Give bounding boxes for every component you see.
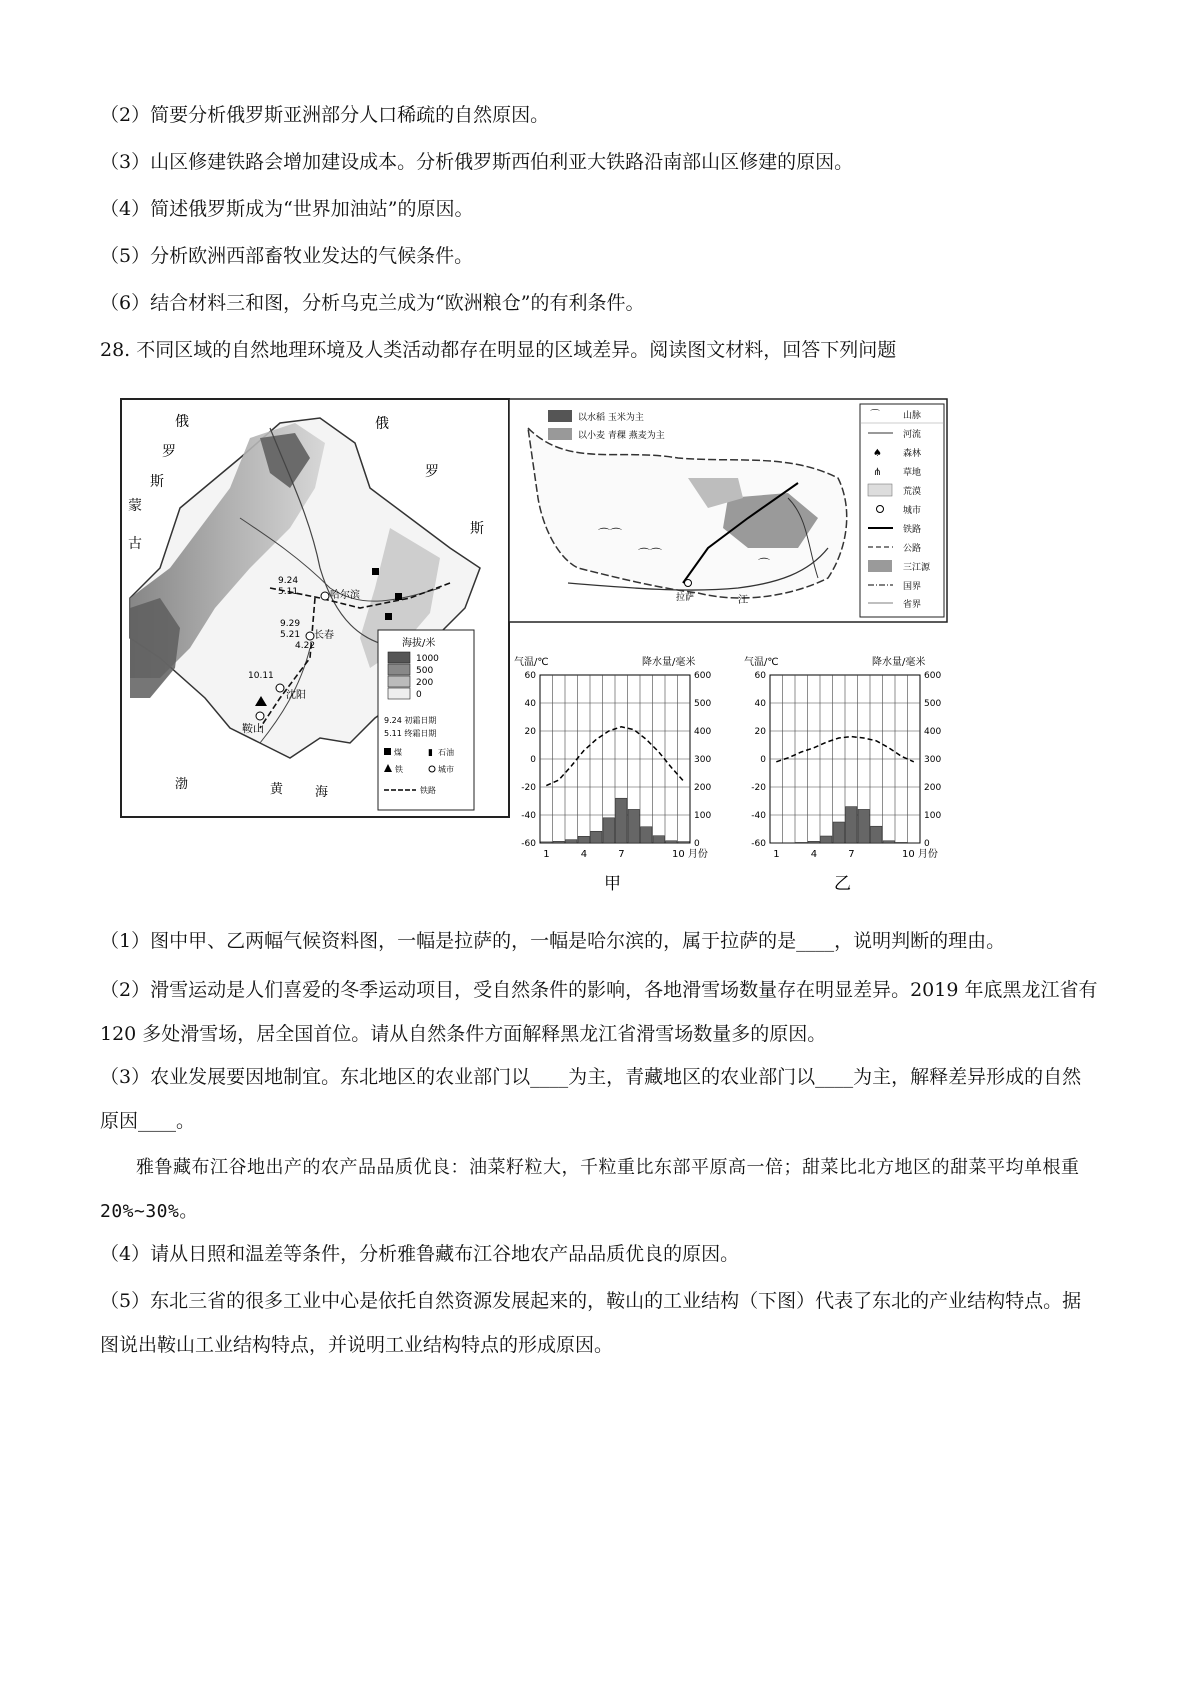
question-item: （5）分析欧洲西部畜牧业发达的气候条件。 [100,245,474,267]
y-right-tick: 400 [694,727,712,737]
precip-bar [653,836,665,843]
precip-bar [808,841,820,843]
country-label: 斯 [470,521,484,537]
legend-item: 三江源 [903,563,931,573]
x-label: 10 月份 [672,849,708,860]
city-label: 哈尔滨 [330,590,360,601]
legend-item: 煤 [394,748,402,757]
northeast-map [120,398,510,818]
y-right-tick: 200 [924,783,942,793]
y-right-tick: 200 [694,783,712,793]
city-label: 长春 [314,630,334,641]
country-label: 蒙 [128,498,142,514]
y-right-label: 降水量/毫米 [642,657,696,668]
sub-question-3: （3）农业发展要因地制宜。东北地区的农业部门以____为主，青藏地区的农业部门以____为主，解释差异形成的自然原因____。 [100,1066,1082,1132]
question-item: （2）简要分析俄罗斯亚洲部分人口稀疏的自然原因。 [100,104,550,126]
legend-item: 以小麦 青稞 燕麦为主 [578,431,665,441]
svg-text:▮: ▮ [428,748,433,758]
legend-item: 石油 [438,748,454,757]
legend-item: 城市 [903,506,922,516]
question-item: （4）简述俄罗斯成为“世界加油站”的原因。 [100,198,474,220]
svg-text:♠: ♠ [873,448,882,459]
y-left-tick: 20 [524,727,536,737]
svg-text:⌒⌒: ⌒⌒ [598,527,623,541]
chart-caption: 甲 [604,874,621,894]
question-item: （3）山区修建铁路会增加建设成本。分析俄罗斯西伯利亚大铁路沿南部山区修建的原因。 [100,151,854,173]
tibet-map [508,398,948,623]
precip-bar [858,809,870,843]
climate-label: 9.24 [278,576,299,586]
y-left-tick: 0 [530,755,536,765]
city-label: 拉萨 [676,593,695,603]
svg-text:⌒⌒: ⌒⌒ [638,547,663,561]
river-label: 江 [738,595,748,606]
climate-chart-yi [742,645,957,895]
y-left-tick: -20 [521,783,536,793]
legend-item: 铁路 [420,786,436,795]
y-right-tick: 300 [694,755,712,765]
legend-item: 城市 [438,765,454,774]
legend-level: 200 [416,678,434,688]
country-label: 斯 [150,474,164,490]
x-tick: 7 [618,849,625,860]
precip-bar [641,827,653,843]
y-right-tick: 300 [924,755,942,765]
y-left-tick: 40 [754,699,766,709]
precip-bar [871,826,883,843]
country-label: 罗 [425,464,439,480]
precip-bar [833,822,845,843]
legend-item: 5.11 终霜日期 [384,729,437,738]
legend-item: 河流 [903,430,922,440]
legend-item: 省界 [903,600,922,610]
y-left-tick: -60 [521,839,536,849]
legend-item: 森林 [903,449,922,459]
precip-bar [846,807,858,843]
legend-title: 海拔/米 [402,638,436,649]
precip-bar [883,841,895,843]
x-tick: 4 [580,849,588,860]
sub-question-4: （4）请从日照和温差等条件，分析雅鲁藏布江谷地农产品品质优良的原因。 [100,1243,740,1265]
legend-level: 500 [416,666,434,676]
precip-bar [616,798,628,843]
sea-label: 黄 [270,782,284,797]
climate-label: 5.21 [280,630,301,640]
x-tick: 1 [773,849,780,860]
sea-label: 渤 [175,777,189,792]
legend-level: 0 [416,690,422,700]
city-label: 沈阳 [286,690,306,701]
precip-bar [896,842,908,843]
y-left-tick: 20 [754,727,766,737]
country-label: 俄 [375,416,389,432]
legend-item: 草地 [903,468,922,478]
precip-bar [566,840,578,843]
y-left-tick: -40 [751,811,766,821]
sub-question-2: （2）滑雪运动是人们喜爱的冬季运动项目，受自然条件的影响，各地滑雪场数量存在明显差异。2019 年底黑龙江省有 120 多处滑雪场，居全国首位。请从自然条件方面解释黑龙江省滑雪场数量多的原因。 [100,979,1098,1045]
y-right-tick: 100 [694,811,712,821]
svg-text:⌒: ⌒ [870,410,880,421]
y-right-tick: 600 [694,671,712,681]
y-left-tick: -60 [751,839,766,849]
y-left-label: 气温/℃ [744,657,779,668]
precip-bar [591,831,603,843]
country-label: 古 [128,536,142,552]
precip-bar [628,809,640,843]
legend-item: 铁路 [903,525,922,535]
y-left-label: 气温/℃ [514,657,549,668]
svg-text:⋔: ⋔ [873,467,882,478]
y-left-tick: -20 [751,783,766,793]
legend-item: 9.24 初霜日期 [384,716,437,725]
precip-bar [678,842,690,843]
legend-item: 以水稻 玉米为主 [578,413,644,423]
precip-bar [541,842,553,843]
precip-bar [553,841,565,843]
legend-item: 荒漠 [903,487,922,497]
precip-bar [821,836,833,843]
x-tick: 7 [848,849,855,860]
climate-label: 10.11 [248,671,274,681]
legend-item: 公路 [903,544,922,554]
climate-chart-jia [512,645,727,895]
x-tick: 1 [543,849,550,860]
country-label: 俄 [175,414,189,430]
precip-bar [796,842,808,843]
precip-bar [666,841,678,843]
precip-bar [578,836,590,843]
question-item: （6）结合材料三和图，分析乌克兰成为“欧洲粮仓”的有利条件。 [100,292,645,314]
y-left-tick: 40 [524,699,536,709]
x-tick: 4 [810,849,818,860]
svg-text:⌒: ⌒ [758,557,771,571]
climate-label: 9.29 [280,619,301,629]
y-left-tick: 60 [754,671,766,681]
y-right-tick: 0 [924,839,930,849]
question-stem: 28. 不同区域的自然地理环境及人类活动都存在明显的区域差异。阅读图文材料，回答下列问题 [100,339,897,361]
y-right-tick: 100 [924,811,942,821]
legend-item: 铁 [395,765,403,774]
map-legend [378,630,474,810]
y-right-tick: 400 [924,727,942,737]
y-right-tick: 600 [924,671,942,681]
y-right-tick: 500 [924,699,942,709]
precip-bar [603,818,615,843]
y-left-tick: -40 [521,811,536,821]
country-label: 罗 [162,444,176,460]
chart-caption: 乙 [834,874,851,894]
x-label: 10 月份 [902,849,938,860]
y-right-label: 降水量/毫米 [872,657,926,668]
legend-level: 1000 [416,654,439,664]
sub-question-5: （5）东北三省的很多工业中心是依托自然资源发展起来的，鞍山的工业结构（下图）代表了东北的产业结构特点。据图说出鞍山工业结构特点，并说明工业结构特点的形成原因。 [100,1290,1082,1356]
y-left-tick: 0 [760,755,766,765]
legend-item: 山脉 [903,411,922,421]
legend-item: 国界 [903,582,922,592]
y-right-tick: 0 [694,839,700,849]
city-label: 鞍山 [242,722,264,735]
climate-label: 5.11 [278,587,299,597]
climate-label: 4.22 [295,641,316,651]
sub-question-1: （1）图中甲、乙两幅气候资料图，一幅是拉萨的，一幅是哈尔滨的，属于拉萨的是____，说明判断的理由。 [100,930,1006,952]
y-right-tick: 500 [694,699,712,709]
material-text: 雅鲁藏布江谷地出产的农产品品质优良：油菜籽粒大，千粒重比东部平原高一倍；甜菜比北方地区的甜菜平均单根重 20%~30%。 [100,1157,1080,1222]
sea-label: 海 [315,785,329,800]
tibet-side-legend [860,404,944,617]
y-left-tick: 60 [524,671,536,681]
